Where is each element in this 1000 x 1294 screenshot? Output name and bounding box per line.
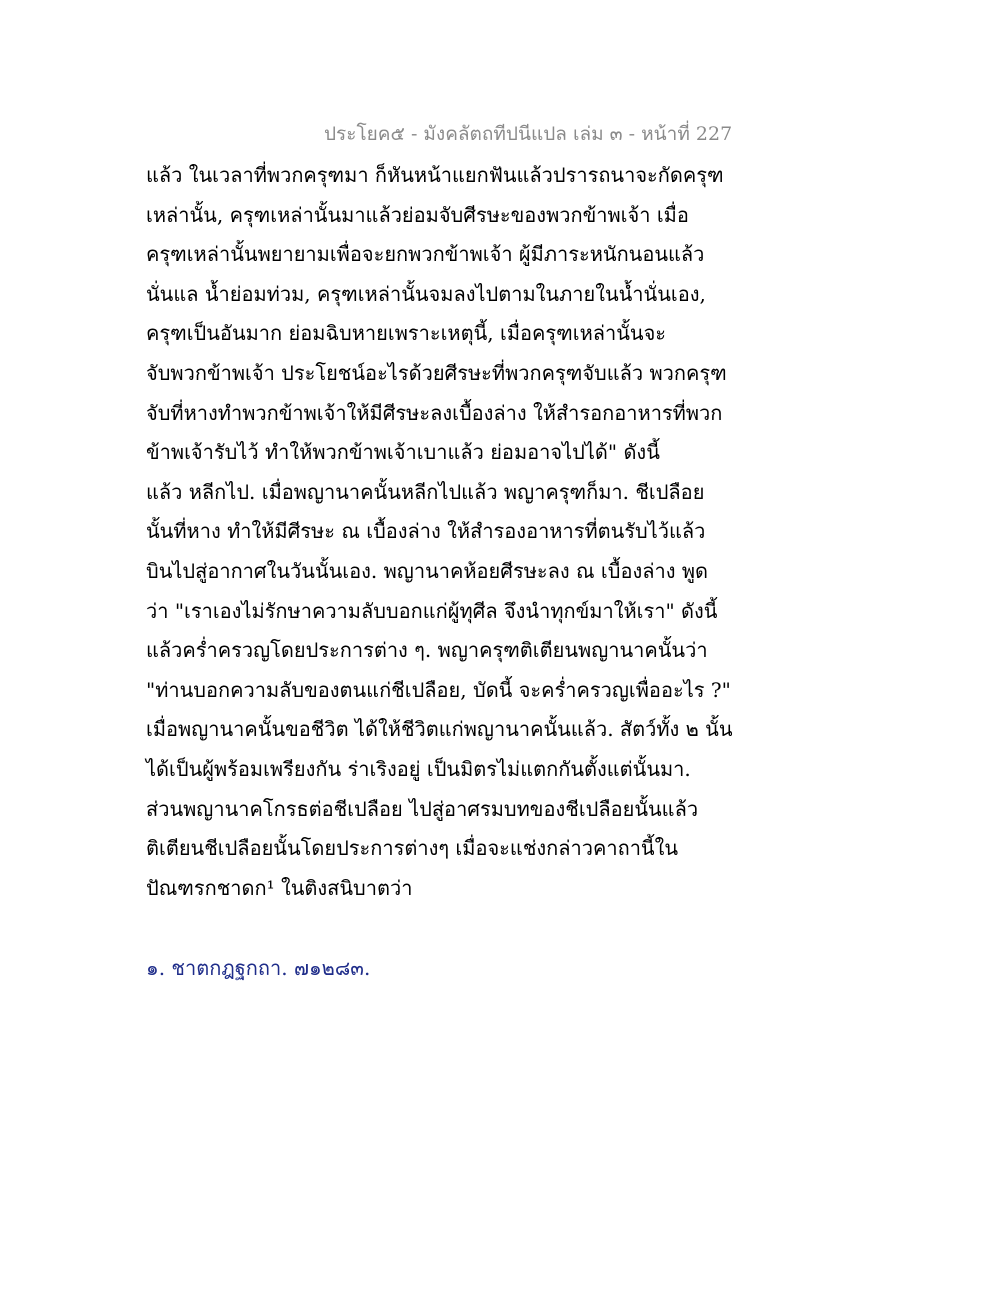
text-line: แล้วคร่ำครวญโดยประการต่าง ๆ. พญาครุฑติเตียนพญานาคนั้นว่า [146, 638, 708, 663]
text-line: ได้เป็นผู้พร้อมเพรียงกัน ร่าเริงอยู่ เป็นมิตรไม่แตกกันตั้งแต่นั้นมา. [146, 756, 691, 781]
text-line: ครุฑเป็นอันมาก ย่อมฉิบหายเพราะเหตุนี้, เมื่อครุฑเหล่านั้นจะ [146, 321, 667, 346]
text-line: แล้ว หลีกไป. เมื่อพญานาคนั้นหลีกไปแล้ว พญาครุฑก็มา. ชีเปลือย [146, 479, 705, 504]
text-line: "ท่านบอกความลับของตนแก่ชีเปลือย, บัดนี้ จะคร่ำครวญเพื่ออะไร ?" [146, 677, 731, 702]
footnote: ๑. ชาตกฎฐกถา. ๗๑๒๘๓. [146, 956, 371, 980]
text-line: นั้นที่หาง ทำให้มีศีรษะ ณ เบื้องล่าง ให้สำรองอาหารที่ตนรับไว้แล้ว [146, 519, 706, 544]
text-line: แล้ว ในเวลาที่พวกครุฑมา ก็หันหน้าแยกฟันแล้วปรารถนาจะกัดครุฑ [146, 163, 724, 187]
text-line: จับที่หางทำพวกข้าพเจ้าให้มีศีรษะลงเบื้องล่าง ให้สำรอกอาหารที่พวก [146, 400, 723, 425]
text-line: นั่นแล น้ำย่อมท่วม, ครุฑเหล่านั้นจมลงไปตามในภายในน้ำนั่นเอง, [146, 281, 706, 306]
text-line: ติเตียนชีเปลือยนั้นโดยประการต่างๆ เมื่อจะแช่งกล่าวคาถานี้ใน [146, 836, 679, 861]
text-line: ว่า "เราเองไม่รักษาความลับบอกแก่ผู้ทุศีล จึงนำทุกข์มาให้เรา" ดังนี้ [146, 598, 718, 623]
text-line: ครุฑเหล่านั้นพยายามเพื่อจะยกพวกข้าพเจ้า ผู้มีภาระหนักนอนแล้ว [146, 242, 705, 267]
text-line: ข้าพเจ้ารับไว้ ทำให้พวกข้าพเจ้าเบาแล้ว ย่อมอาจไปได้" ดังนี้ [146, 440, 660, 465]
text-line: บินไปสู่อากาศในวันนั้นเอง. พญานาคห้อยศีรษะลง ณ เบื้องล่าง พูด [146, 558, 709, 583]
text-line: เมื่อพญานาคนั้นขอชีวิต ได้ให้ชีวิตแก่พญานาคนั้นแล้ว. สัตว์ทั้ง ๒ นั้น [146, 717, 733, 742]
text-line: จับพวกข้าพเจ้า ประโยชน์อะไรด้วยศีรษะที่พวกครุฑจับแล้ว พวกครุฑ [146, 360, 727, 385]
text-line: ปัณฑรกชาดก¹ ในติงสนิบาตว่า [146, 875, 413, 900]
text-line: ส่วนพญานาคโกรธต่อชีเปลือย ไปสู่อาศรมบทของชีเปลือยนั้นแล้ว [146, 796, 699, 821]
text-line: เหล่านั้น, ครุฑเหล่านั้นมาแล้วย่อมจับศีรษะของพวกข้าพเจ้า เมื่อ [146, 202, 689, 227]
page-running-head: ประโยค๕ - มังคลัตถทีปนีแปล เล่ม ๓ - หน้าที่ 227 [324, 123, 733, 145]
body-text [146, 156, 746, 908]
